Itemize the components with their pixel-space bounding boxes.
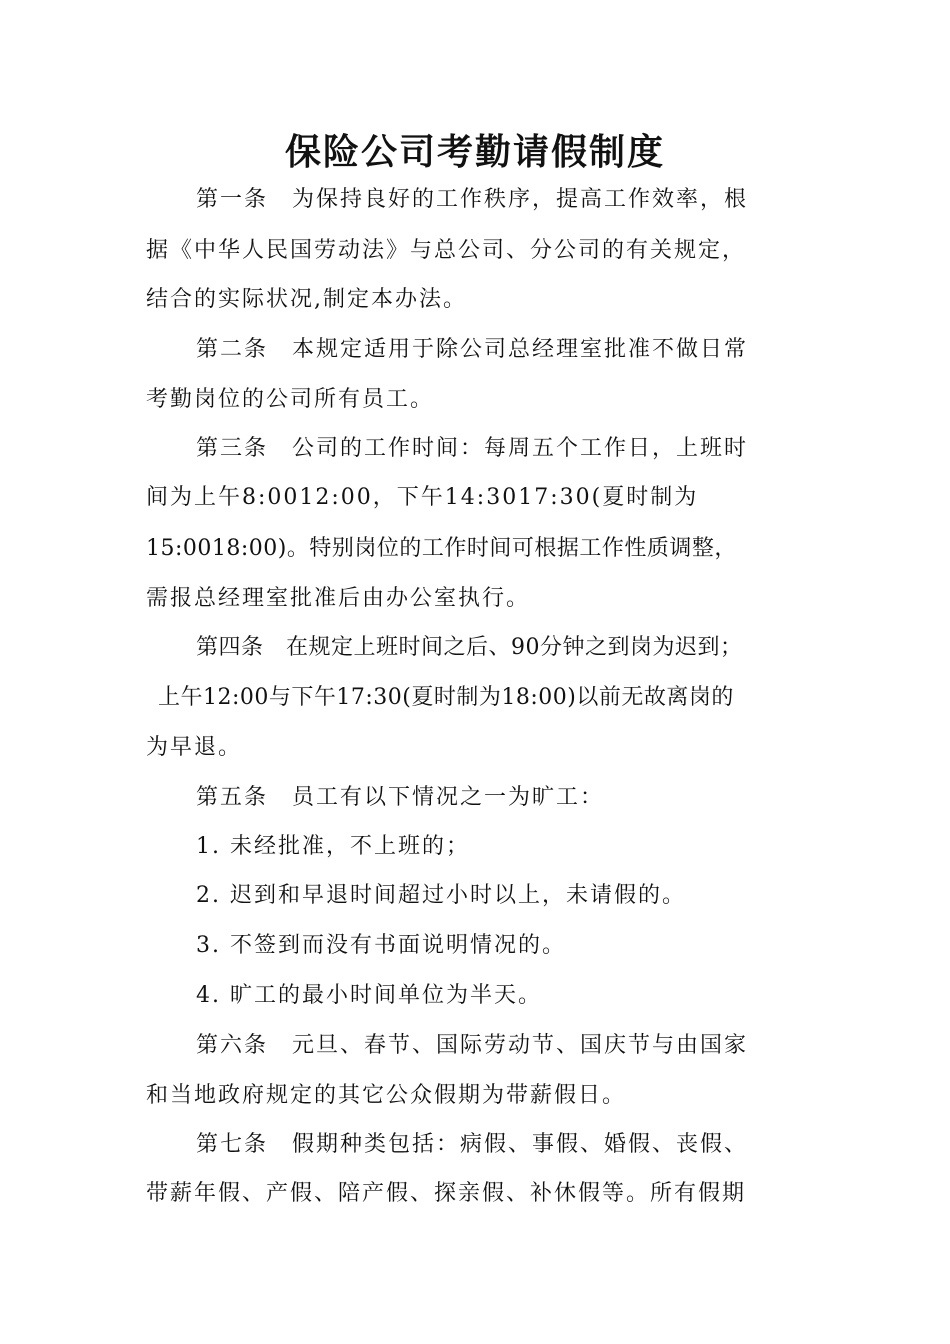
list-item-2: 2. 迟到和早退时间超过小时以上，未请假的。 (196, 883, 686, 908)
article-1-line-3: 结合的实际状况,制定本办法。 (146, 287, 467, 312)
article-2-line-2: 考勤岗位的公司所有员工。 (146, 387, 435, 412)
article-7-line-1: 第七条 假期种类包括：病假、事假、婚假、丧假、 (196, 1132, 749, 1157)
article-3-line-4: 需报总经理室批准后由办公室执行。 (146, 586, 531, 611)
list-item-1: 1. 未经批准，不上班的； (196, 834, 470, 859)
article-1-line-2: 据《中华人民国劳动法》与总公司、分公司的有关规定， (146, 238, 747, 263)
article-3-line-2: 间为上午8:0012:00，下午14:3017:30(夏时制为 (146, 485, 699, 510)
document-title: 保险公司考勤请假制度 (284, 131, 665, 173)
article-6-line-1: 第六条 元旦、春节、国际劳动节、国庆节与由国家 (196, 1033, 749, 1058)
article-7-line-2: 带薪年假、产假、陪产假、探亲假、补休假等。所有假期 (146, 1181, 747, 1206)
list-item-4: 4. 旷工的最小时间单位为半天。 (196, 983, 542, 1008)
article-1-line-1: 第一条 为保持良好的工作秩序，提高工作效率，根 (196, 187, 749, 212)
article-3-line-1: 第三条 公司的工作时间：每周五个工作日，上班时 (196, 436, 749, 461)
list-item-3: 3. 不签到而没有书面说明情况的。 (196, 933, 566, 958)
article-4-line-1: 第四条 在规定上班时间之后、90分钟之到岗为迟到； (196, 635, 743, 660)
article-3-line-3: 15:0018:00)。特别岗位的工作时间可根据工作性质调整， (146, 536, 737, 561)
article-4-line-2: 上午12:00与下午17:30(夏时制为18:00)以前无故离岗的 (158, 685, 734, 710)
article-6-line-2: 和当地政府规定的其它公众假期为带薪假日。 (146, 1083, 627, 1108)
article-4-line-3: 为早退。 (146, 735, 243, 760)
article-5-line-1: 第五条 员工有以下情况之一为旷工： (196, 785, 605, 810)
article-2-line-1: 第二条 本规定适用于除公司总经理室批准不做日常 (196, 337, 749, 362)
